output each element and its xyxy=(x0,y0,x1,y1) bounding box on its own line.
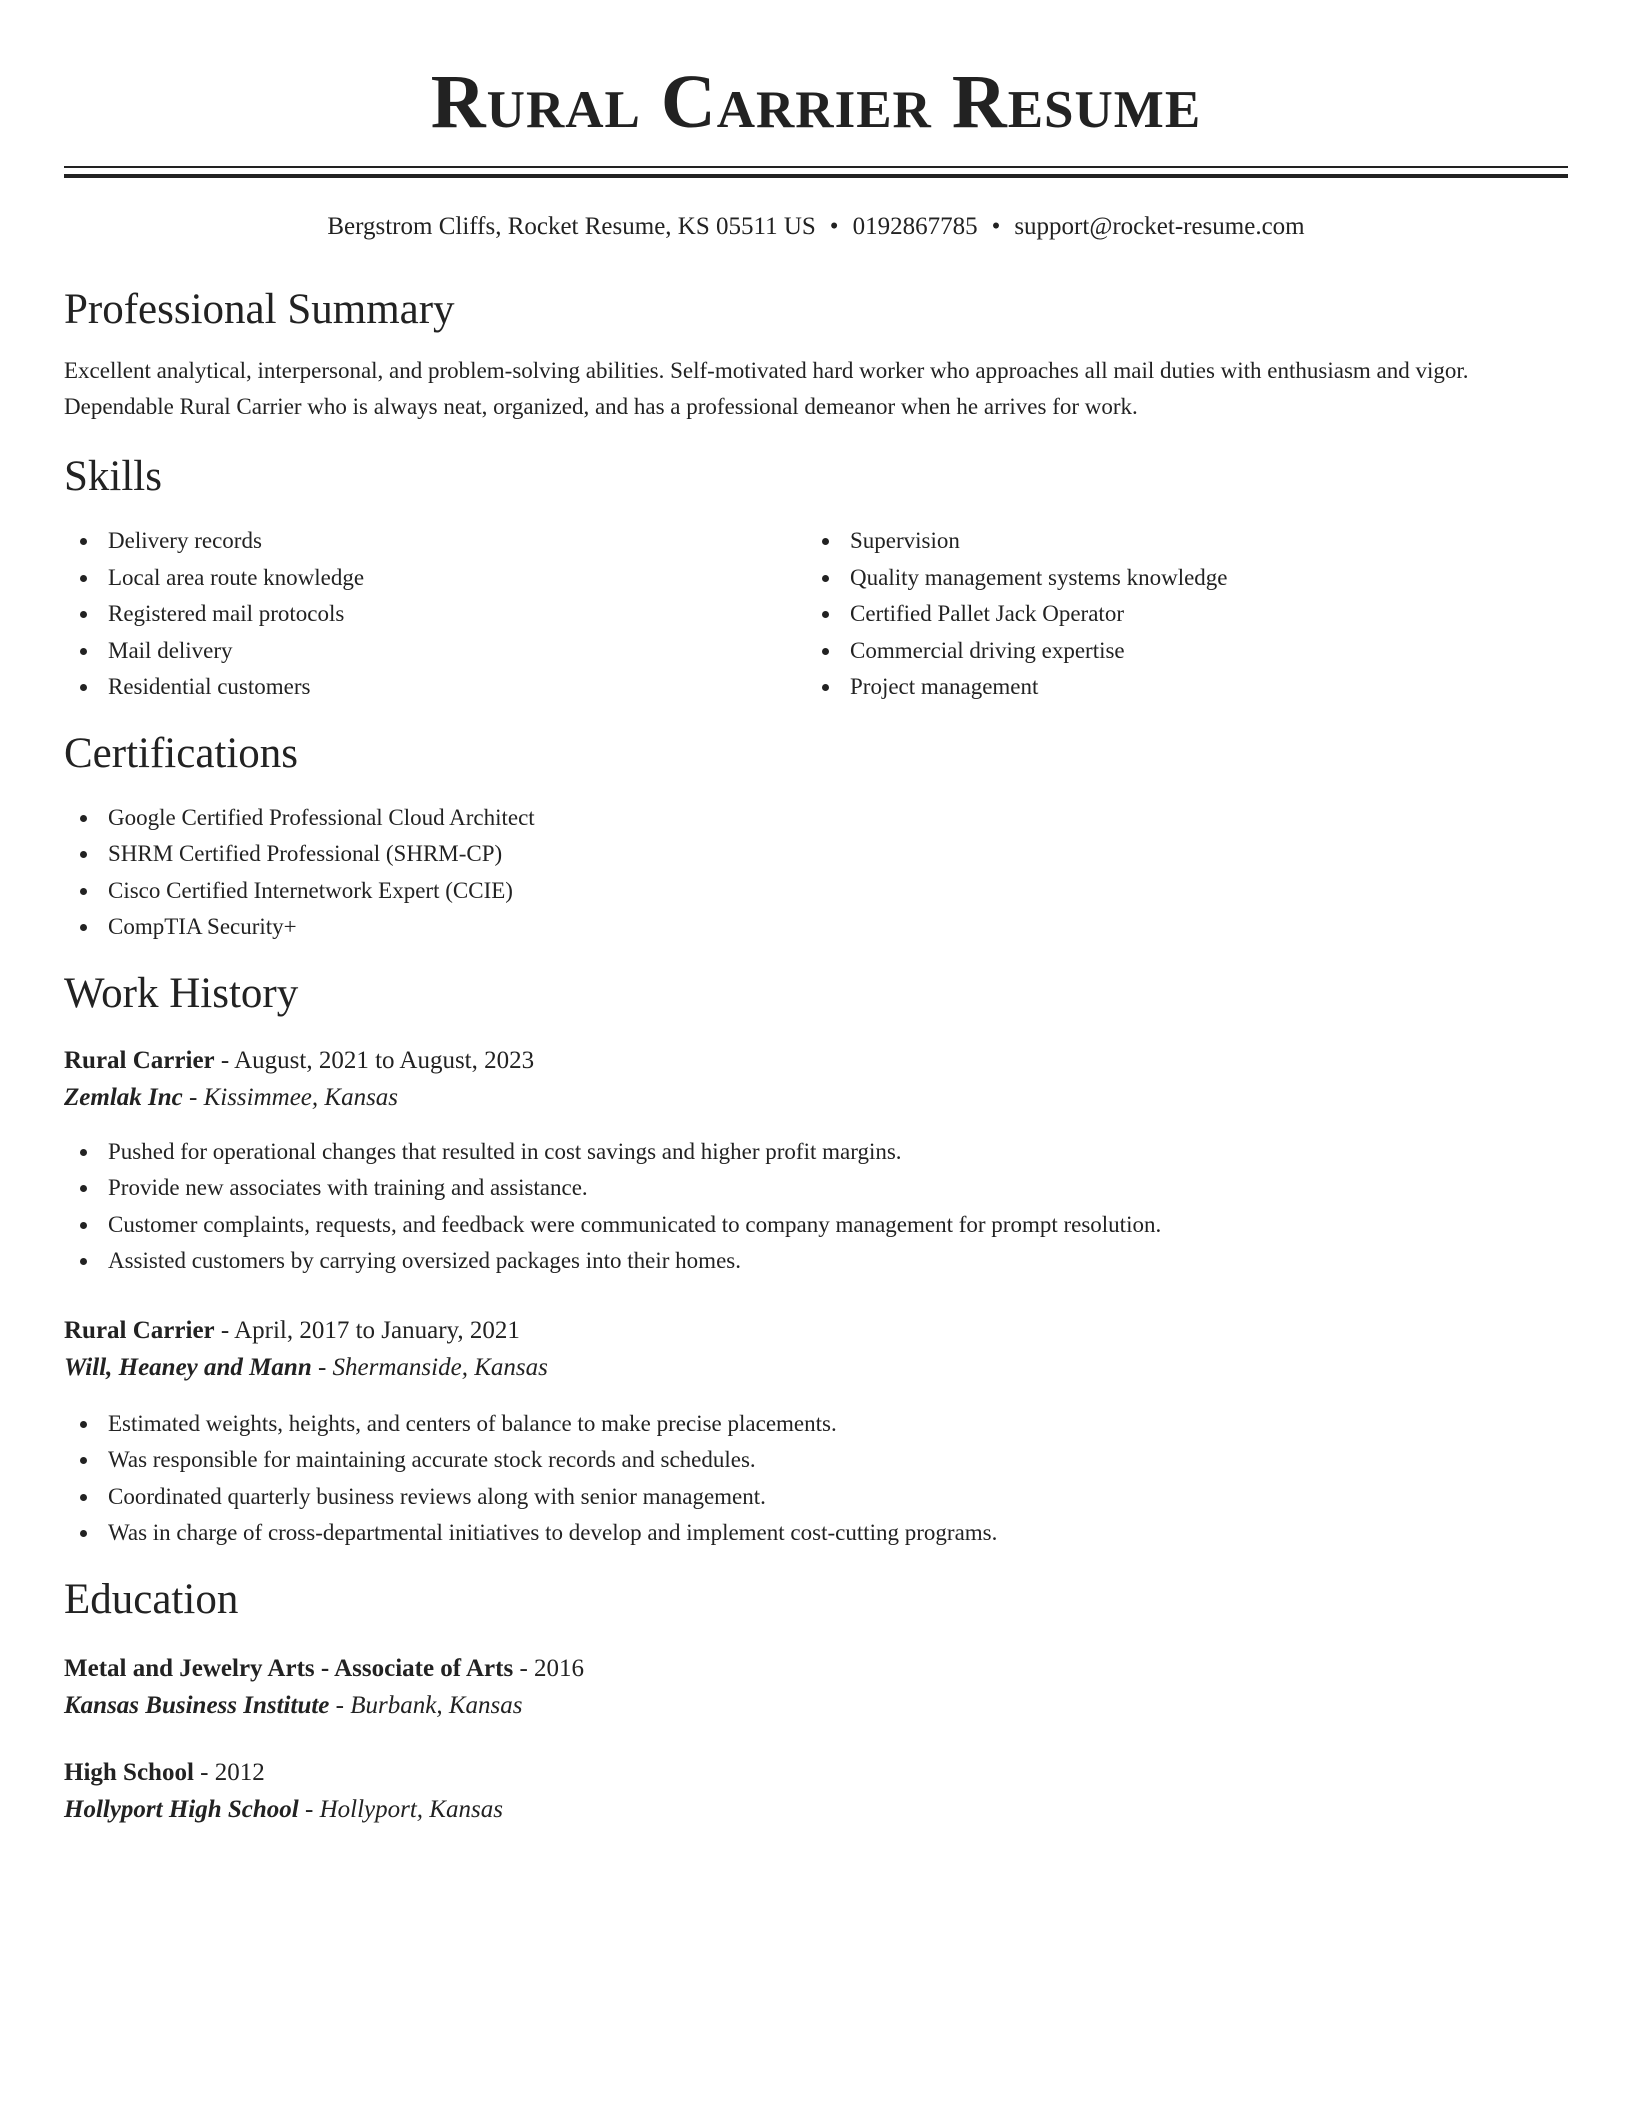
job-bullet: Was responsible for maintaining accurate stock records and schedules. xyxy=(64,1442,1568,1479)
job-title-line: Rural Carrier - August, 2021 to August, 2023 xyxy=(64,1046,535,1074)
summary-text: Excellent analytical, interpersonal, and problem-solving abilities. Self-motivated hard worker who approaches all mail duties with enthusiasm and vigor. Dependable Rural Carrier who is always neat, organized, and has a professional demeanor when he arrives for work. xyxy=(64,358,1469,419)
education-school: Kansas Business Institute xyxy=(64,1691,330,1719)
title-rule-thin xyxy=(64,166,1568,168)
job-location: Shermanside, Kansas xyxy=(332,1353,548,1381)
contact-separator: • xyxy=(829,213,839,240)
education-year: 2016 xyxy=(534,1654,585,1682)
resume-page xyxy=(64,0,1568,1830)
job-title: Rural Carrier xyxy=(64,1046,215,1074)
education-location: Burbank, Kansas xyxy=(350,1691,523,1719)
skills-column-right xyxy=(806,523,1548,706)
certification-item: SHRM Certified Professional (SHRM-CP) xyxy=(64,836,1568,873)
skill-item: Quality management systems knowledge xyxy=(806,560,1548,597)
education-school-line: Hollyport High School - Hollyport, Kansas xyxy=(64,1795,503,1823)
skill-item: Registered mail protocols xyxy=(64,596,806,633)
job-company: Will, Heaney and Mann xyxy=(64,1353,312,1381)
job-dates: April, 2017 to January, 2021 xyxy=(234,1316,520,1344)
contact-address: Bergstrom Cliffs, Rocket Resume, KS 05511 US xyxy=(327,213,816,240)
skill-item: Supervision xyxy=(806,523,1548,560)
job-bullet: Assisted customers by carrying oversized packages into their homes. xyxy=(64,1243,1568,1280)
certification-item: Google Certified Professional Cloud Architect xyxy=(64,800,1568,837)
certification-item: Cisco Certified Internetwork Expert (CCIE) xyxy=(64,873,1568,910)
certification-item: CompTIA Security+ xyxy=(64,909,1568,946)
job-bullet: Estimated weights, heights, and centers of balance to make precise placements. xyxy=(64,1406,1568,1443)
job-dates: August, 2021 to August, 2023 xyxy=(234,1046,535,1074)
job-employer-line: Zemlak Inc - Kissimmee, Kansas xyxy=(64,1083,399,1111)
contact-phone: 0192867785 xyxy=(852,213,978,240)
skill-item: Local area route knowledge xyxy=(64,560,806,597)
skills-list xyxy=(64,523,1568,706)
certifications-list xyxy=(64,800,1568,946)
education-location: Hollyport, Kansas xyxy=(319,1795,503,1823)
skill-item: Project management xyxy=(806,669,1548,706)
education-degree: Metal and Jewelry Arts - Associate of Arts xyxy=(64,1654,514,1682)
section-heading-skills: Skills xyxy=(64,453,162,500)
title-rule-thick xyxy=(64,174,1568,178)
job-bullet: Provide new associates with training and assistance. xyxy=(64,1170,1568,1207)
skill-item: Certified Pallet Jack Operator xyxy=(806,596,1548,633)
education-degree: High School xyxy=(64,1758,194,1786)
job-bullet: Pushed for operational changes that resulted in cost savings and higher profit margins. xyxy=(64,1134,1568,1171)
resume-title: Rural Carrier Resume xyxy=(430,60,1202,144)
job-bullet: Customer complaints, requests, and feedback were communicated to company management for prompt resolution. xyxy=(64,1207,1568,1244)
contact-email: support@rocket-resume.com xyxy=(1014,213,1305,240)
skill-item: Commercial driving expertise xyxy=(806,633,1548,670)
education-school-line: Kansas Business Institute - Burbank, Kansas xyxy=(64,1691,523,1719)
skills-column-left xyxy=(64,523,806,706)
skill-item: Mail delivery xyxy=(64,633,806,670)
education-degree-line: Metal and Jewelry Arts - Associate of Arts - 2016 xyxy=(64,1654,585,1682)
job-entry xyxy=(64,1314,1568,1552)
skill-item: Residential customers xyxy=(64,669,806,706)
section-heading-education: Education xyxy=(64,1575,239,1623)
education-entry xyxy=(64,1652,1568,1726)
job-bullet: Coordinated quarterly business reviews along with senior management. xyxy=(64,1479,1568,1516)
job-title: Rural Carrier xyxy=(64,1316,215,1344)
job-entry xyxy=(64,1044,1568,1280)
job-bullets xyxy=(64,1134,1568,1280)
education-entry xyxy=(64,1756,1568,1830)
job-bullets xyxy=(64,1406,1568,1552)
education-degree-line: High School - 2012 xyxy=(64,1758,265,1786)
job-employer-line: Will, Heaney and Mann - Shermanside, Kansas xyxy=(64,1353,548,1381)
education-year: 2012 xyxy=(214,1758,265,1786)
section-heading-summary: Professional Summary xyxy=(64,286,455,333)
job-title-line: Rural Carrier - April, 2017 to January, 2021 xyxy=(64,1316,520,1344)
contact-separator: • xyxy=(991,213,1001,240)
job-location: Kissimmee, Kansas xyxy=(203,1083,399,1111)
education-school: Hollyport High School xyxy=(64,1795,299,1823)
skill-item: Delivery records xyxy=(64,523,806,560)
contact-line xyxy=(64,211,1568,243)
section-heading-certifications: Certifications xyxy=(64,729,299,777)
job-bullet: Was in charge of cross-departmental initiatives to develop and implement cost-cutting programs. xyxy=(64,1515,1568,1552)
job-company: Zemlak Inc xyxy=(64,1083,183,1111)
section-heading-work-history: Work History xyxy=(64,969,299,1017)
